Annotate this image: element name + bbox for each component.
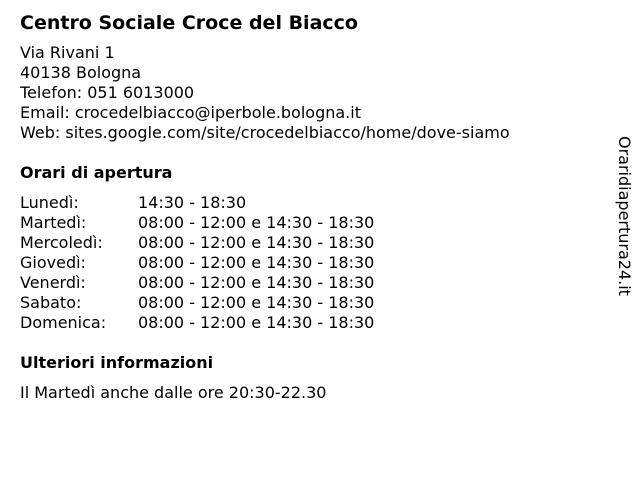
hours-row-monday xyxy=(20,193,374,213)
hours-row-saturday xyxy=(20,293,374,313)
day-label: Martedì: xyxy=(20,213,87,232)
time-range: 08:00 - 12:00 e 14:30 - 18:30 xyxy=(138,233,375,252)
page-title: Centro Sociale Croce del Biacco xyxy=(20,12,358,34)
time-range: 08:00 - 12:00 e 14:30 - 18:30 xyxy=(138,253,375,272)
phone-number: Telefon: 051 6013000 xyxy=(20,83,195,102)
more-info-text: Il Martedì anche dalle ore 20:30-22.30 xyxy=(20,383,327,402)
day-label: Lunedì: xyxy=(20,193,79,212)
address-block xyxy=(20,43,510,143)
day-label: Sabato: xyxy=(20,293,82,312)
hours-row-friday xyxy=(20,273,374,293)
email-address: Email: crocedelbiacco@iperbole.bologna.it xyxy=(20,103,361,122)
street-address: Via Rivani 1 xyxy=(20,43,115,62)
time-range: 08:00 - 12:00 e 14:30 - 18:30 xyxy=(138,213,375,232)
day-label: Mercoledì: xyxy=(20,233,103,252)
site-watermark: Oraridiapertura24.it xyxy=(615,136,634,296)
time-range: 08:00 - 12:00 e 14:30 - 18:30 xyxy=(138,273,375,292)
postal-city: 40138 Bologna xyxy=(20,63,142,82)
more-info-heading: Ulteriori informazioni xyxy=(20,353,214,372)
day-label: Giovedì: xyxy=(20,253,86,272)
day-label: Venerdì: xyxy=(20,273,86,292)
hours-heading: Orari di apertura xyxy=(20,163,173,182)
hours-row-thursday xyxy=(20,253,374,273)
time-range: 08:00 - 12:00 e 14:30 - 18:30 xyxy=(138,313,375,332)
website: Web: sites.google.com/site/crocedelbiacco/home/dove-siamo xyxy=(20,123,510,142)
hours-row-wednesday xyxy=(20,233,374,253)
hours-row-sunday xyxy=(20,313,374,333)
day-label: Domenica: xyxy=(20,313,107,332)
time-range: 14:30 - 18:30 xyxy=(138,193,247,212)
opening-hours-table xyxy=(20,193,374,333)
time-range: 08:00 - 12:00 e 14:30 - 18:30 xyxy=(138,293,375,312)
hours-row-tuesday xyxy=(20,213,374,233)
